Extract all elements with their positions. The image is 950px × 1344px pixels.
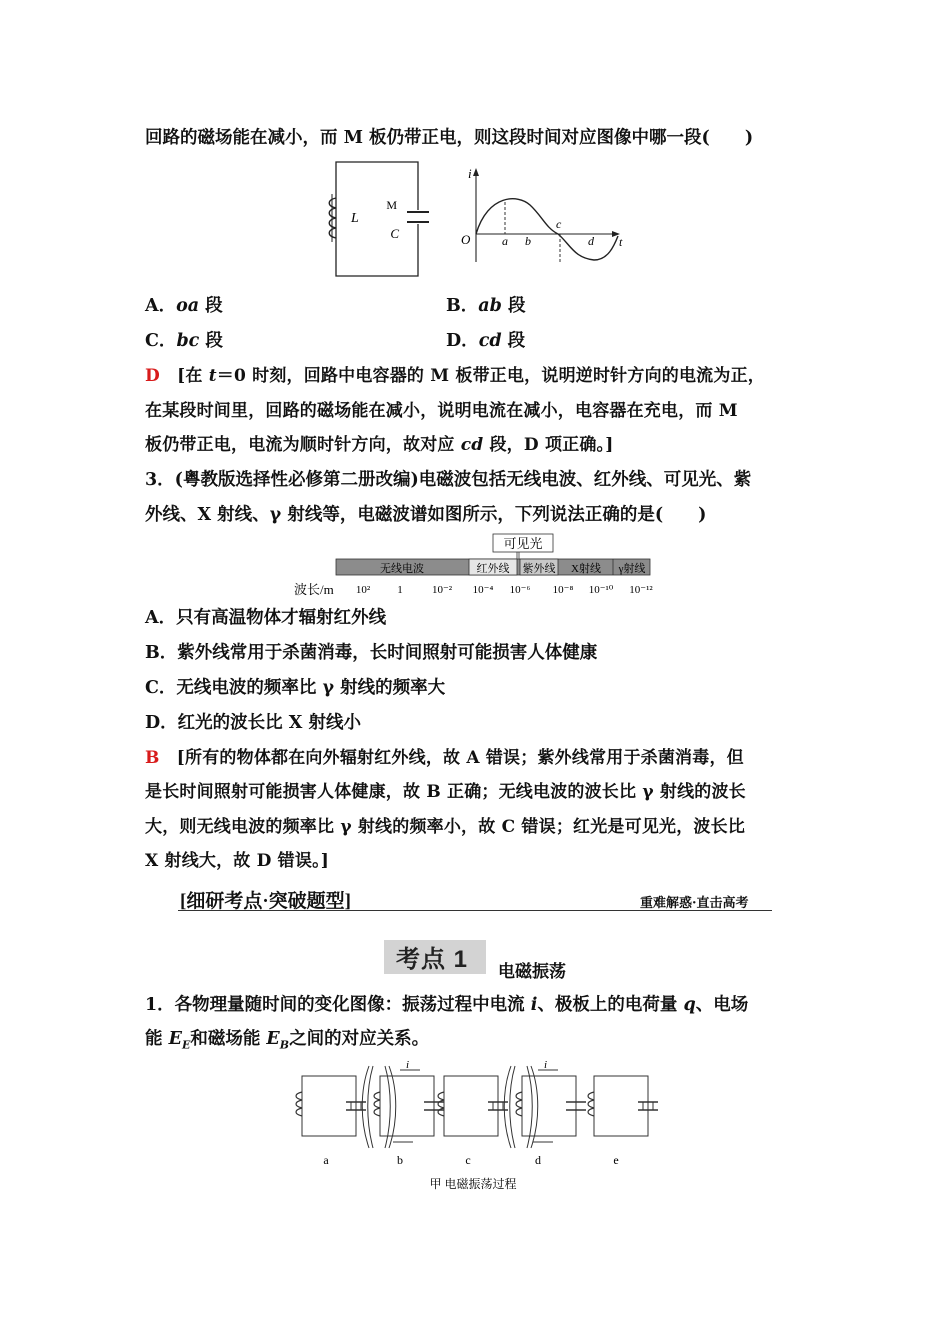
current-i-label: i (406, 1060, 410, 1071)
option-c: C．无线电波的频率比 γ 射线的频率大 (145, 678, 446, 698)
question-stem-line: 3．(粤教版选择性必修第二册改编)电磁波包括无线电波、红外线、可见光、紫 (145, 470, 752, 490)
tick-label: 1 (397, 584, 403, 596)
point-c-label: c (556, 217, 562, 231)
option-b: B．ab 段 (446, 296, 526, 316)
capacitor-label: C (390, 226, 399, 241)
stage-label-d: d (535, 1153, 541, 1167)
option-d: D．红光的波长比 X 射线小 (145, 713, 361, 733)
origin-label: O (461, 232, 471, 247)
point-a-label: a (502, 234, 508, 248)
stage-label-c: c (465, 1153, 471, 1167)
current-i-label: i (544, 1060, 548, 1071)
point-d-label: d (588, 234, 594, 248)
tick-label: 10⁻⁶ (509, 584, 531, 596)
answer-explanation-line: X 射线大，故 D 错误。] (145, 851, 330, 871)
tick-label: 10⁻⁴ (472, 584, 494, 596)
lc-circuit-figure (318, 158, 638, 284)
section-subtitle: 重难解惑·直击高考 (640, 896, 749, 911)
option-a: A．oa 段 (145, 296, 223, 316)
circuit-a (296, 1076, 366, 1136)
oscillation-process-figure (288, 1060, 668, 1194)
question-stem-line: 外线、X 射线、γ 射线等，电磁波谱如图所示，下列说法正确的是( ) (145, 505, 707, 525)
answer-explanation-line: 大，则无线电波的频率比 γ 射线的频率小，故 C 错误；红光是可见光，波长比 (145, 817, 746, 837)
visible-light-label: 可见光 (503, 536, 543, 551)
axis-t-label: t (619, 235, 623, 249)
band-xray: X射线 (571, 563, 601, 575)
kaodian-subtitle: 电磁振荡 (498, 962, 566, 982)
band-infrared: 红外线 (476, 563, 510, 575)
section-title: [细研考点·突破题型] (180, 891, 351, 912)
circuit-b (362, 1066, 444, 1148)
answer-explanation-line: 板仍带正电，电流为顺时针方向，故对应 cd 段，D 项正确。] (145, 435, 614, 455)
inductor-label: L (351, 211, 359, 226)
option-c: C．bc 段 (145, 331, 223, 351)
band-gamma: γ射线 (618, 563, 646, 575)
answer-explanation-line: B [所有的物体都在向外辐射红外线，故 A 错误；紫外线常用于杀菌消毒，但 (145, 748, 744, 768)
tick-label: 10⁻² (431, 584, 453, 596)
plate-m-label: M (386, 198, 397, 212)
wavelength-axis-label: 波长/m (294, 582, 334, 597)
axis-i-label: i (468, 166, 472, 181)
band-radio: 无线电波 (380, 563, 424, 575)
stage-label-b: b (397, 1153, 403, 1167)
option-a: A．只有高温物体才辐射红外线 (145, 608, 387, 628)
tick-label: 10² (355, 584, 371, 596)
answer-explanation-line: 是长时间照射可能损害人体健康，故 B 正确；无线电波的波长比 γ 射线的波长 (145, 782, 746, 802)
current-time-graph (473, 168, 620, 262)
point-text-line: 1．各物理量随时间的变化图像：振荡过程中电流 i、极板上的电荷量 q、电场 (145, 995, 749, 1015)
section-divider (178, 910, 772, 911)
answer-letter: B (145, 748, 160, 768)
figure-caption: 甲 电磁振荡过程 (429, 1177, 517, 1191)
lc-circuit (329, 162, 429, 276)
tick-label: 10⁻¹² (629, 584, 653, 596)
stage-label-a: a (323, 1153, 329, 1167)
option-d: D．cd 段 (446, 331, 526, 351)
point-b-label: b (525, 234, 531, 248)
question-stem-line: 回路的磁场能在减小，而 M 板仍带正电，则这段时间对应图像中哪一段( ) (145, 128, 754, 148)
circuit-d (504, 1066, 586, 1148)
stage-label-e: e (613, 1153, 619, 1167)
point-text-line: 能 $E_E$和磁场能 $E_B$之间的对应关系。 (145, 1029, 430, 1052)
tick-label: 10⁻¹⁰ (588, 584, 614, 596)
kaodian-label: 考点 1 (396, 946, 469, 973)
answer-letter: D (145, 366, 160, 386)
circuit-e (588, 1076, 658, 1136)
band-ultraviolet: 紫外线 (522, 563, 556, 575)
tick-label: 10⁻⁸ (552, 584, 574, 596)
option-b: B．紫外线常用于杀菌消毒，长时间照射可能损害人体健康 (145, 643, 598, 663)
circuit-c (438, 1076, 508, 1136)
answer-explanation-line: D [在 t＝0 时刻，回路中电容器的 M 板带正电，说明逆时针方向的电流为正， (145, 366, 765, 386)
em-spectrum-figure (290, 532, 670, 600)
answer-explanation-line: 在某段时间里，回路的磁场能在减小，说明电流在减小，电容器在充电，而 M (145, 401, 738, 421)
